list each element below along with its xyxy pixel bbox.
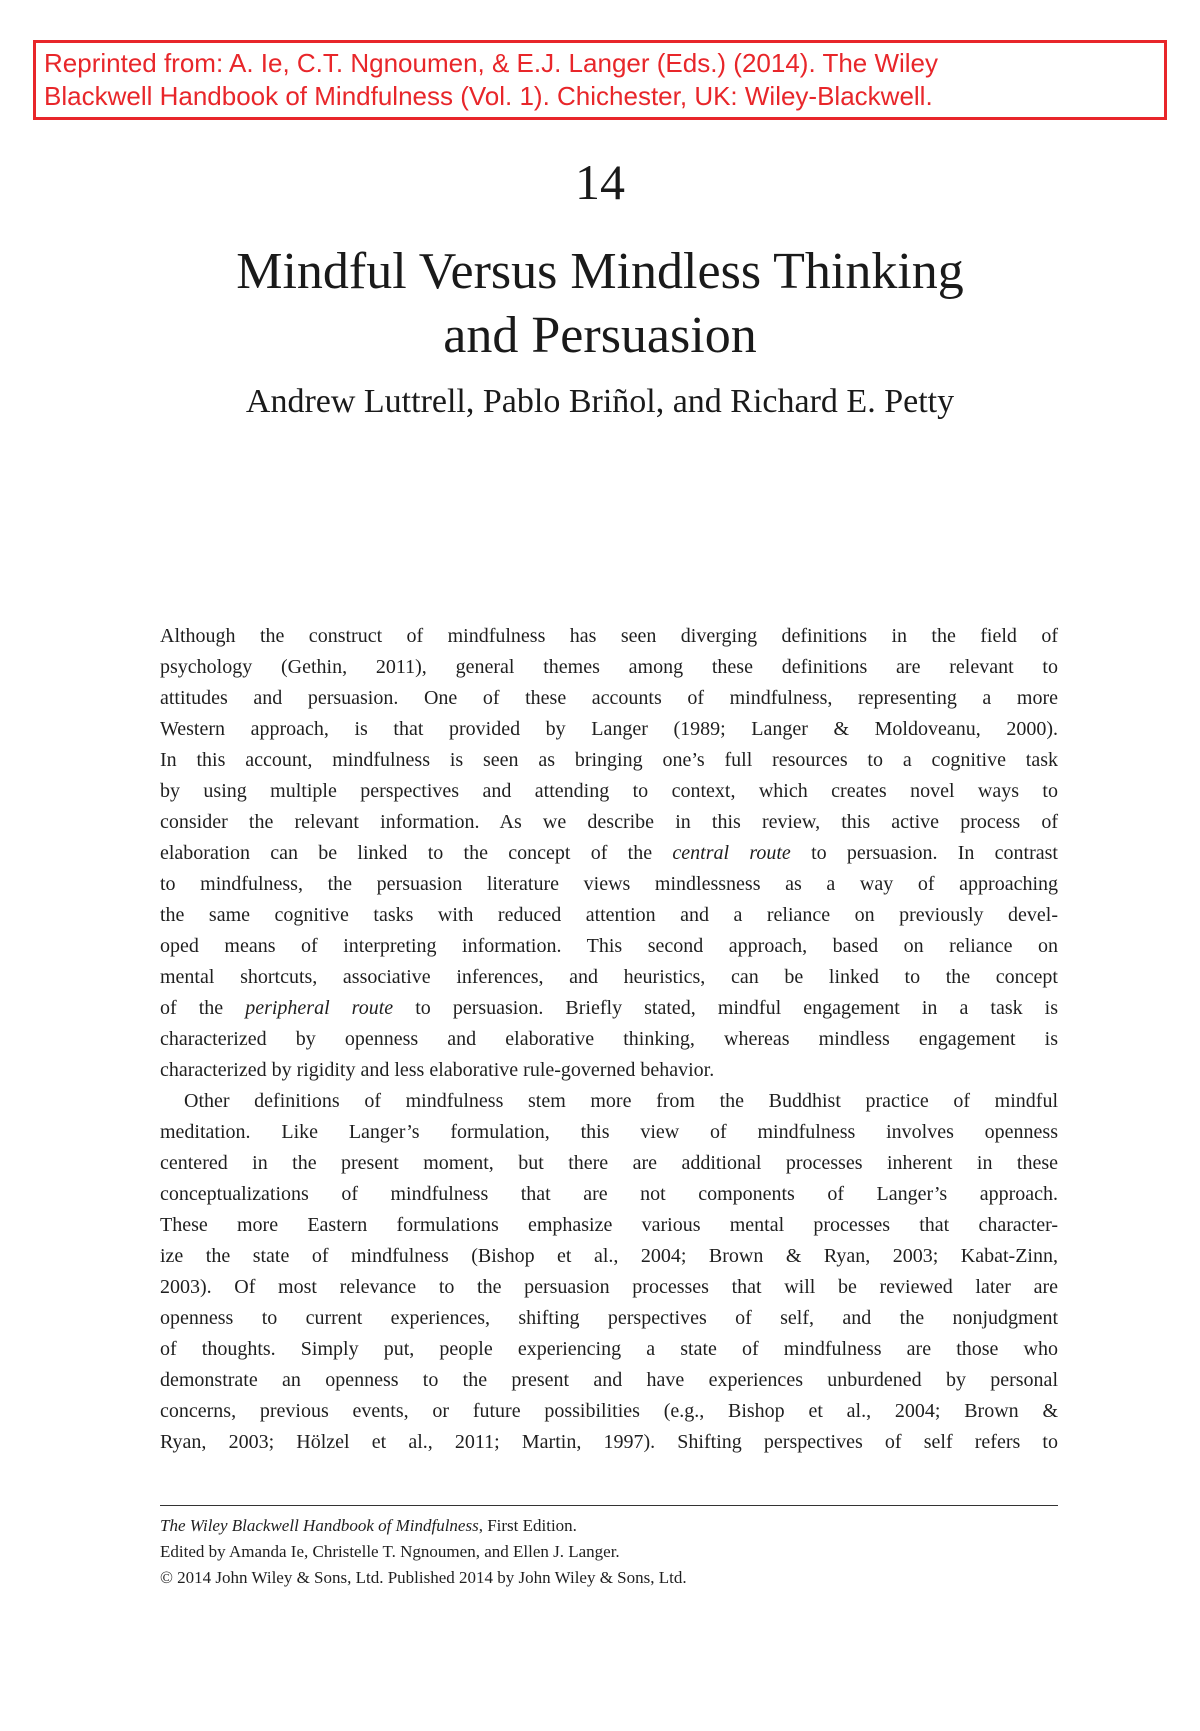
chapter-authors: Andrew Luttrell, Pablo Briñol, and Richard E. Petty bbox=[245, 383, 955, 420]
copyright-footnote bbox=[160, 1513, 1058, 1591]
reprint-notice-line-1: Reprinted from: A. Ie, C.T. Ngnoumen, & E.J. Langer (Eds.) (2014). The Wiley bbox=[44, 48, 939, 78]
body-line: In this account, mindfulness is seen as bringing one’s full resources to a cognitive task bbox=[160, 749, 1058, 771]
body-line: concerns, previous events, or future possibilities (e.g., Bishop et al., 2004; Brown & bbox=[160, 1400, 1058, 1422]
chapter-title bbox=[100, 240, 1100, 368]
body-line: openness to current experiences, shifting perspectives of self, and the nonjudgment bbox=[160, 1307, 1058, 1329]
body-line: 2003). Of most relevance to the persuasion processes that will be reviewed later are bbox=[160, 1276, 1058, 1298]
body-line: characterized by rigidity and less elaborative rule-governed behavior. bbox=[160, 1059, 715, 1081]
body-line: mental shortcuts, associative inferences, and heuristics, can be linked to the concept bbox=[160, 966, 1058, 988]
body-line: psychology (Gethin, 2011), general themes among these definitions are relevant to bbox=[160, 656, 1058, 678]
footnote-divider bbox=[160, 1505, 1058, 1506]
body-line: ize the state of mindfulness (Bishop et al., 2004; Brown & Ryan, 2003; Kabat-Zinn, bbox=[160, 1245, 1058, 1267]
body-text bbox=[160, 621, 1058, 1458]
body-line: of thoughts. Simply put, people experiencing a state of mindfulness are those who bbox=[160, 1338, 1058, 1360]
body-line: consider the relevant information. As we describe in this review, this active process of bbox=[160, 811, 1058, 833]
body-line: meditation. Like Langer’s formulation, this view of mindfulness involves openness bbox=[160, 1121, 1058, 1143]
body-line: demonstrate an openness to the present and have experiences unburdened by personal bbox=[160, 1369, 1058, 1391]
footnote-book-title: The Wiley Blackwell Handbook of Mindfulness bbox=[160, 1516, 479, 1535]
footnote-edition: , First Edition. bbox=[478, 1516, 577, 1535]
reprint-notice-line-2: Blackwell Handbook of Mindfulness (Vol. 1). Chichester, UK: Wiley-Blackwell. bbox=[44, 81, 933, 111]
chapter-title-line-1: Mindful Versus Mindless Thinking bbox=[236, 243, 964, 300]
footnote-copyright: © 2014 John Wiley & Sons, Ltd. Published 2014 by John Wiley & Sons, Ltd. bbox=[160, 1568, 687, 1587]
term-central-route: central route bbox=[672, 842, 791, 864]
chapter-number: 14 bbox=[575, 154, 625, 210]
body-line: Other definitions of mindfulness stem more from the Buddhist practice of mindful bbox=[184, 1090, 1058, 1112]
body-line: centered in the present moment, but there are additional processes inherent in these bbox=[160, 1152, 1058, 1174]
paragraph-2 bbox=[160, 1086, 1058, 1458]
footnote-book-line bbox=[160, 1513, 1058, 1539]
body-line bbox=[160, 838, 1058, 869]
body-line: conceptualizations of mindfulness that are not components of Langer’s approach. bbox=[160, 1183, 1058, 1205]
body-line: Ryan, 2003; Hölzel et al., 2011; Martin, 1997). Shifting perspectives of self refers to bbox=[160, 1431, 1058, 1453]
body-line: attitudes and persuasion. One of these accounts of mindfulness, representing a more bbox=[160, 687, 1058, 709]
body-line: characterized by openness and elaborative thinking, whereas mindless engagement is bbox=[160, 1028, 1058, 1050]
body-line: the same cognitive tasks with reduced attention and a reliance on previously devel- bbox=[160, 904, 1058, 926]
footnote-editors: Edited by Amanda Ie, Christelle T. Ngnoumen, and Ellen J. Langer. bbox=[160, 1542, 620, 1561]
body-line: Although the construct of mindfulness has seen diverging definitions in the field of bbox=[160, 625, 1058, 647]
chapter-title-line-2: and Persuasion bbox=[443, 307, 757, 364]
body-line: to mindfulness, the persuasion literature views mindlessness as a way of approaching bbox=[160, 873, 1058, 895]
term-peripheral-route: peripheral route bbox=[245, 997, 394, 1019]
body-text-run: of the bbox=[160, 997, 246, 1019]
body-text-run: to persuasion. Briefly stated, mindful engagement in a task is bbox=[393, 997, 1059, 1019]
body-text-run: to persuasion. In contrast bbox=[790, 842, 1058, 864]
body-line: by using multiple perspectives and attending to context, which creates novel ways to bbox=[160, 780, 1058, 802]
body-line: These more Eastern formulations emphasize various mental processes that character- bbox=[160, 1214, 1058, 1236]
reprint-notice-box bbox=[33, 40, 1167, 120]
body-line: Western approach, is that provided by Langer (1989; Langer & Moldoveanu, 2000). bbox=[160, 718, 1058, 740]
paragraph-1 bbox=[160, 621, 1058, 1086]
body-text-run: elaboration can be linked to the concept of the bbox=[160, 842, 673, 864]
body-line: oped means of interpreting information. This second approach, based on reliance on bbox=[160, 935, 1058, 957]
body-line bbox=[160, 993, 1058, 1024]
